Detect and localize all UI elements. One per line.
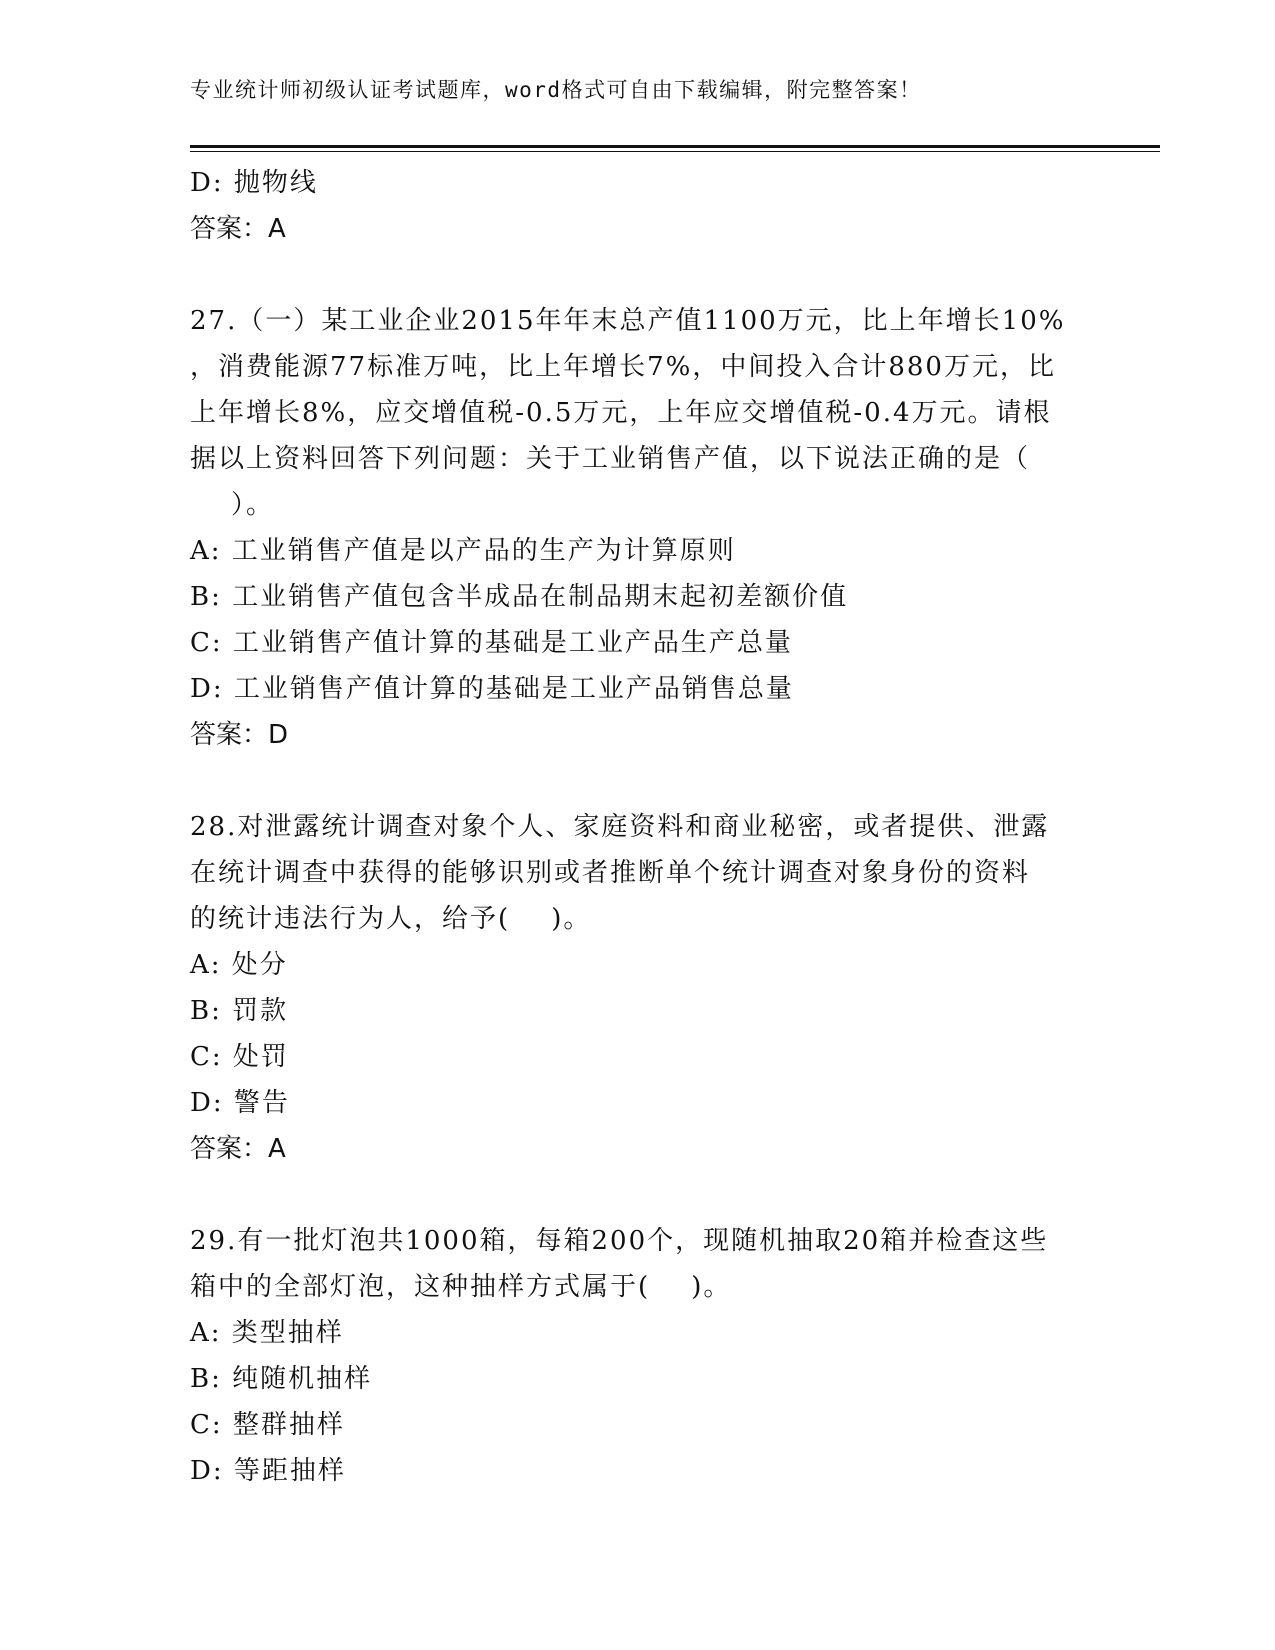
q27-option-d: D: 工业销售产值计算的基础是工业产品销售总量 [190,674,794,704]
q27-stem-line: ，消费能源77标准万吨，比上年增长7%，中间投入合计880万元，比 [190,352,1056,382]
spacer [190,1172,1090,1218]
q29-stem-line: 箱中的全部灯泡，这种抽样方式属于( )。 [190,1272,732,1302]
q29-stem-line: 29.有一批灯泡共1000箱，每箱200个，现随机抽取20箱并检查这些 [190,1226,1049,1256]
q28-answer: 答案：A [190,1134,286,1164]
spacer [190,252,1090,298]
q28-option-c: C: 处罚 [190,1042,289,1072]
q28-option-b: B: 罚款 [190,996,289,1026]
q27-stem-line: 据以上资料回答下列问题：关于工业销售产值，以下说法正确的是（ [190,444,1031,474]
q27-stem-line: 27.（一）某工业企业2015年年末总产值1100万元，比上年增长10% [190,306,1066,336]
q28-stem-line: 在统计调查中获得的能够识别或者推断单个统计调查对象身份的资料 [190,858,1031,888]
q29-option-d: D: 等距抽样 [190,1456,346,1486]
q28-stem-line: 的统计违法行为人，给予( )。 [190,904,592,934]
q29-option-c: C: 整群抽样 [190,1410,345,1440]
q26-option-d: D: 抛物线 [190,168,318,198]
q28-option-a: A: 处分 [190,950,288,980]
q27-option-c: C: 工业销售产值计算的基础是工业产品生产总量 [190,628,793,658]
q28-stem-line: 28.对泄露统计调查对象个人、家庭资料和商业秘密，或者提供、泄露 [190,812,1050,842]
q29-option-b: B: 纯随机抽样 [190,1364,373,1394]
q27-stem-line: ）。 [190,490,275,520]
header-rule-thick [190,145,1160,148]
question-content [190,160,1090,1494]
q29-option-a: A: 类型抽样 [190,1318,344,1348]
q28-option-d: D: 警告 [190,1088,290,1118]
q26-answer: 答案：A [190,214,286,244]
spacer [190,758,1090,804]
q27-option-b: B: 工业销售产值包含半成品在制品期末起初差额价值 [190,582,849,612]
header-rule-thin [190,151,1160,152]
q27-option-a: A: 工业销售产值是以产品的生产为计算原则 [190,536,736,566]
q27-stem-line: 上年增长8%，应交增值税-0.5万元，上年应交增值税-0.4万元。请根 [190,398,1052,428]
q27-answer: 答案：D [190,720,289,750]
page-header: 专业统计师初级认证考试题库，word格式可自由下载编辑，附完整答案！ [190,78,922,102]
